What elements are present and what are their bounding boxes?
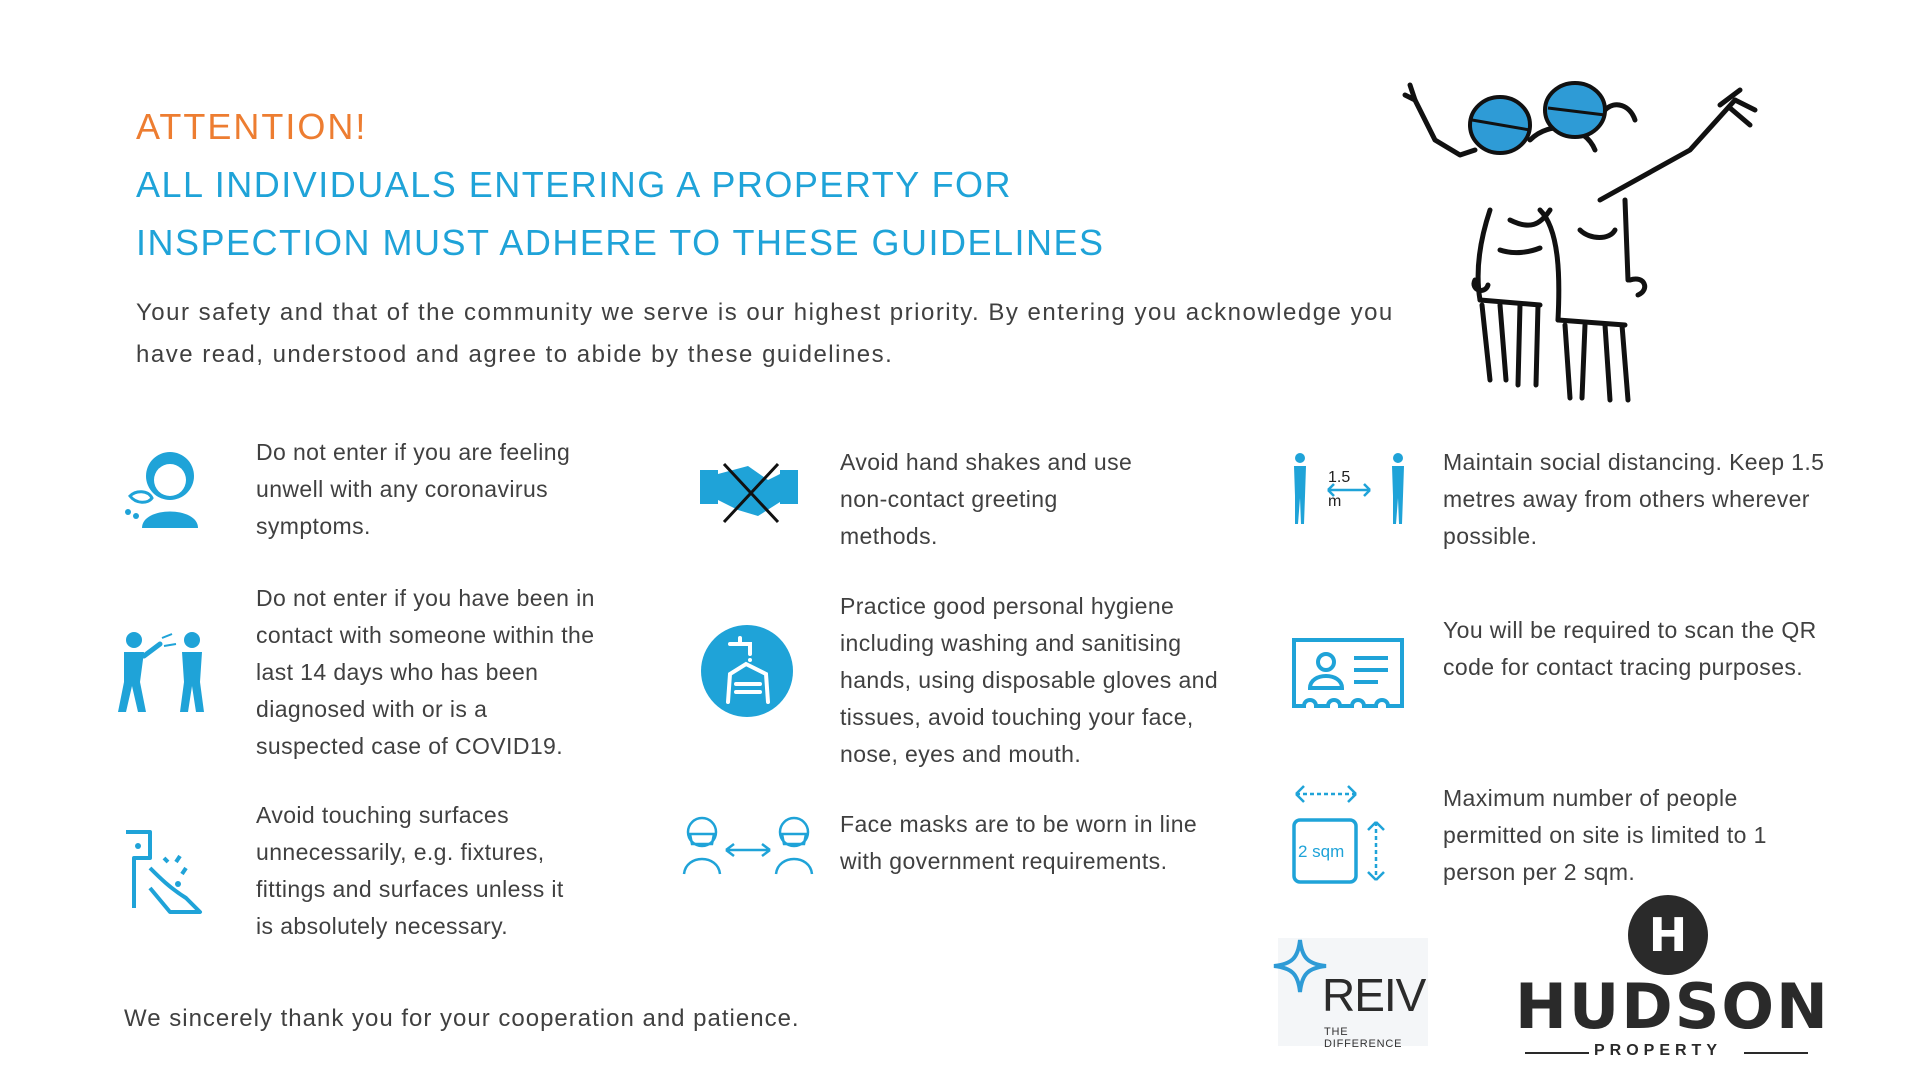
guideline-handshakes: Avoid hand shakes and use non-contact greeting methods.	[840, 449, 1133, 549]
reiv-logo	[1278, 938, 1428, 1050]
area-icon	[1290, 782, 1386, 886]
guideline-distancing: Maintain social distancing. Keep 1.5 metres away from others wherever possible.	[1443, 449, 1825, 549]
hudson-h-mark-icon	[1628, 895, 1708, 975]
guideline-surfaces: Avoid touching surfaces unnecessarily, e.g. fixtures, fittings and surfaces unless it is absolutely necessary.	[256, 802, 564, 939]
guidelines-headline	[136, 156, 1105, 272]
face-mask-icon	[680, 810, 816, 876]
touch-surface-icon	[120, 828, 206, 914]
social-distance-icon	[1290, 452, 1410, 528]
guideline-qr: You will be required to scan the QR code for contact tracing purposes.	[1443, 617, 1817, 680]
distance-value-label: 1.5	[1328, 469, 1351, 486]
guideline-hygiene: Practice good personal hygiene including washing and sanitising hands, using disposable gloves and tissues, avoid touching your face, nose, eyes and mouth.	[840, 593, 1219, 767]
sick-person-icon	[122, 446, 204, 528]
contact-people-icon	[106, 622, 218, 718]
guideline-contact: Do not enter if you have been in contact with someone within the last 14 days who has been diagnosed with or is a suspected case of COVID19.	[256, 585, 595, 759]
hudson-subtitle: PROPERTY	[1593, 1042, 1722, 1059]
hudson-wordmark: HUDSON	[1515, 970, 1830, 1043]
id-card-icon	[1292, 638, 1404, 708]
intro-text: Your safety and that of the community we serve is our highest priority. By entering you acknowledge you have read, understood and agree to abide by these guidelines.	[136, 299, 1394, 368]
celebrating-masked-people-illustration	[1400, 80, 1780, 410]
hudson-mark-letter: H	[1648, 908, 1688, 962]
distance-unit-label: m	[1328, 493, 1342, 510]
reiv-wordmark: REIV	[1322, 969, 1426, 1021]
headline-line-2: INSPECTION MUST ADHERE TO THESE GUIDELINES	[136, 222, 1105, 263]
hand-washing-icon	[700, 624, 794, 718]
attention-heading: ATTENTION!	[136, 106, 368, 147]
guideline-masks: Face masks are to be worn in line with government requirements.	[840, 811, 1198, 874]
headline-line-1: ALL INDIVIDUALS ENTERING A PROPERTY FOR	[136, 164, 1013, 205]
star-icon	[1272, 938, 1328, 994]
thank-you-text: We sincerely thank you for your cooperation and patience.	[124, 1005, 800, 1032]
guideline-unwell: Do not enter if you are feeling unwell with any coronavirus symptoms.	[256, 439, 571, 539]
no-handshake-icon	[698, 460, 800, 524]
reiv-tagline: THE DIFFERENCE	[1324, 1026, 1403, 1050]
guideline-capacity: Maximum number of people permitted on site is limited to 1 person per 2 sqm.	[1443, 785, 1767, 885]
area-size-label: 2 sqm	[1298, 842, 1345, 861]
